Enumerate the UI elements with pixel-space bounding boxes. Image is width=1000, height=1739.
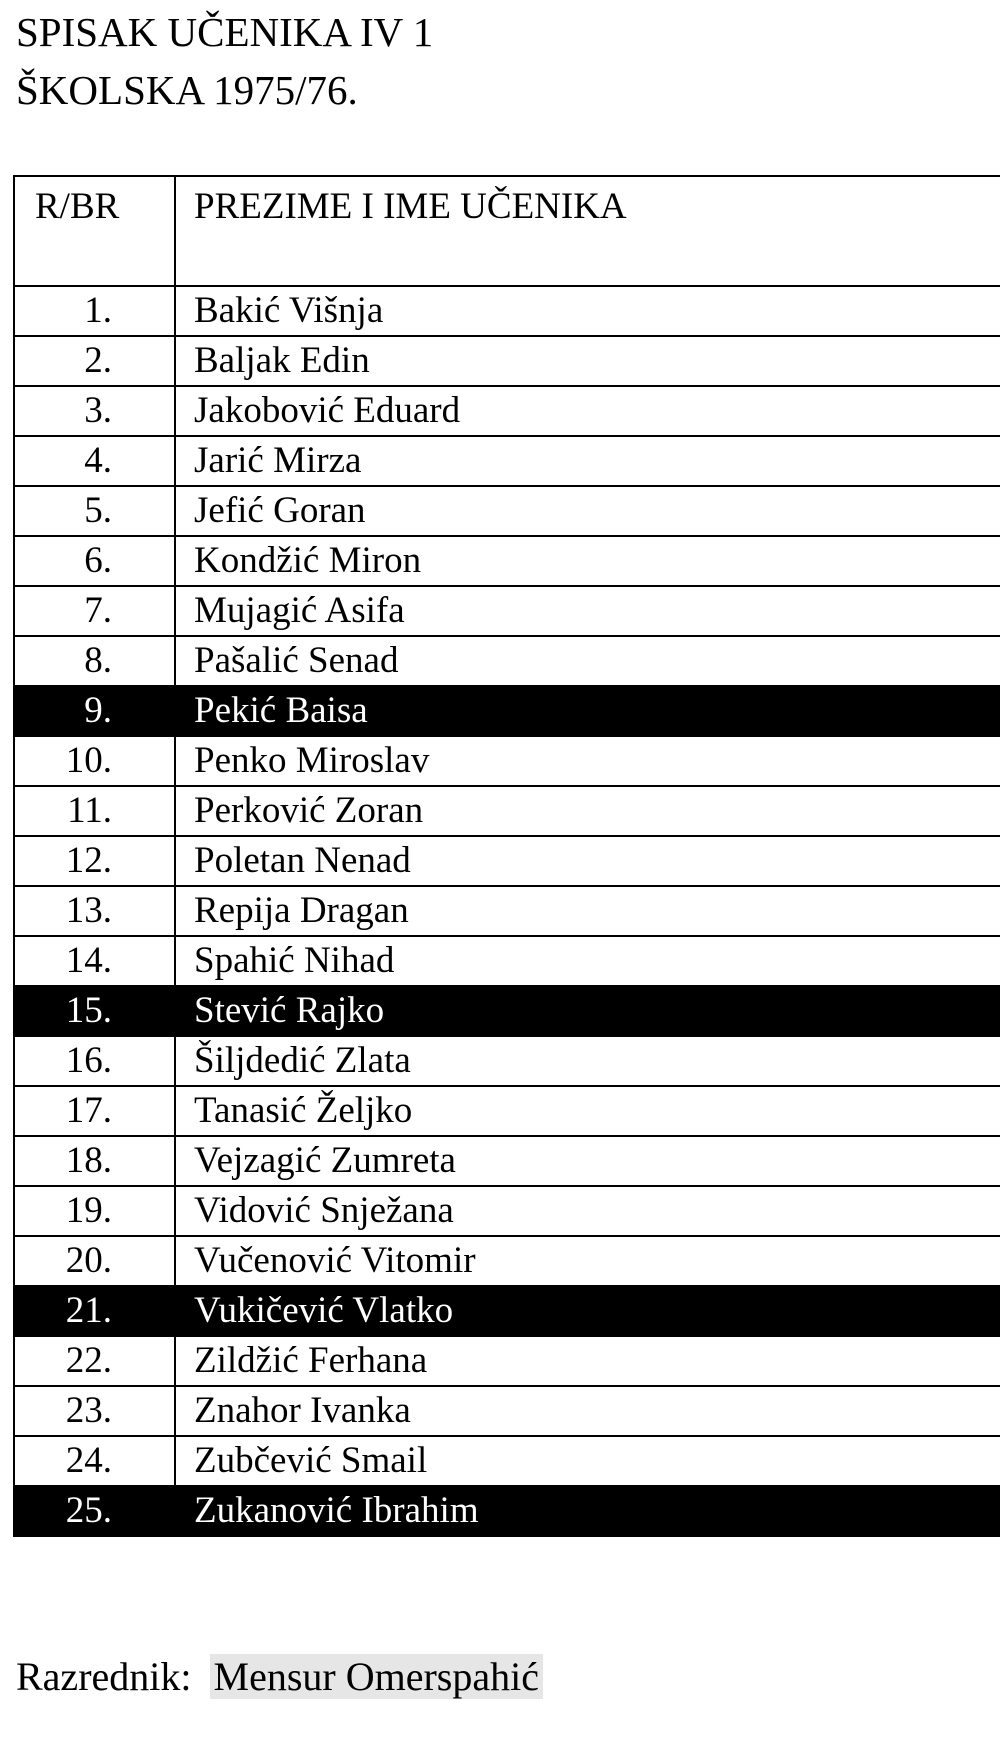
student-name: Jakobović Eduard: [175, 386, 1000, 436]
table-row: [14, 1186, 1000, 1236]
student-table: [13, 175, 1000, 1537]
row-number: 23.: [14, 1386, 175, 1436]
student-name: Penko Miroslav: [175, 736, 1000, 786]
row-number: 11.: [14, 786, 175, 836]
document-title: SPISAK UČENIKA IV 1: [16, 9, 434, 55]
student-name: Pekić Baisa: [175, 686, 1000, 736]
student-name: Jefić Goran: [175, 486, 1000, 536]
row-number: 20.: [14, 1236, 175, 1286]
row-number: 8.: [14, 636, 175, 686]
student-name: Jarić Mirza: [175, 436, 1000, 486]
student-name: Perković Zoran: [175, 786, 1000, 836]
student-name: Vejzagić Zumreta: [175, 1136, 1000, 1186]
student-name: Šiljdedić Zlata: [175, 1036, 1000, 1086]
row-number: 2.: [14, 336, 175, 386]
row-number: 15.: [14, 986, 175, 1036]
row-number: 16.: [14, 1036, 175, 1086]
table-row: [14, 1286, 1000, 1336]
row-number: 13.: [14, 886, 175, 936]
row-number: 7.: [14, 586, 175, 636]
teacher-label: Razrednik:: [16, 1654, 192, 1699]
row-number: 6.: [14, 536, 175, 586]
student-name: Kondžić Miron: [175, 536, 1000, 586]
row-number: 10.: [14, 736, 175, 786]
table-row: [14, 536, 1000, 586]
row-number: 18.: [14, 1136, 175, 1186]
table-row: [14, 986, 1000, 1036]
footer: [16, 1650, 543, 1704]
table-row: [14, 586, 1000, 636]
row-number: 9.: [14, 686, 175, 736]
student-name: Poletan Nenad: [175, 836, 1000, 886]
table-row: [14, 1036, 1000, 1086]
table-row: [14, 886, 1000, 936]
row-number: 21.: [14, 1286, 175, 1336]
student-name: Tanasić Željko: [175, 1086, 1000, 1136]
header-number: R/BR: [14, 176, 175, 286]
table-row: [14, 786, 1000, 836]
table-row: [14, 636, 1000, 686]
table-body: [14, 286, 1000, 1536]
header-name: PREZIME I IME UČENIKA: [175, 176, 1000, 286]
student-name: Zildžić Ferhana: [175, 1336, 1000, 1386]
row-number: 5.: [14, 486, 175, 536]
student-name: Zukanović Ibrahim: [175, 1486, 1000, 1536]
row-number: 19.: [14, 1186, 175, 1236]
row-number: 25.: [14, 1486, 175, 1536]
table-row: [14, 936, 1000, 986]
table-row: [14, 436, 1000, 486]
row-number: 17.: [14, 1086, 175, 1136]
row-number: 4.: [14, 436, 175, 486]
table-row: [14, 336, 1000, 386]
student-name: Pašalić Senad: [175, 636, 1000, 686]
student-name: Stević Rajko: [175, 986, 1000, 1036]
student-name: Vukičević Vlatko: [175, 1286, 1000, 1336]
school-year: ŠKOLSKA 1975/76.: [16, 67, 358, 113]
student-name: Zubčević Smail: [175, 1436, 1000, 1486]
student-name: Baljak Edin: [175, 336, 1000, 386]
row-number: 1.: [14, 286, 175, 336]
row-number: 14.: [14, 936, 175, 986]
table-row: [14, 286, 1000, 336]
table-row: [14, 1486, 1000, 1536]
student-name: Mujagić Asifa: [175, 586, 1000, 636]
student-name: Vidović Snježana: [175, 1186, 1000, 1236]
table-row: [14, 686, 1000, 736]
table-row: [14, 486, 1000, 536]
student-name: Spahić Nihad: [175, 936, 1000, 986]
table-row: [14, 1086, 1000, 1136]
table-row: [14, 836, 1000, 886]
table-row: [14, 386, 1000, 436]
student-name: Vučenović Vitomir: [175, 1236, 1000, 1286]
student-name: Repija Dragan: [175, 886, 1000, 936]
row-number: 24.: [14, 1436, 175, 1486]
row-number: 12.: [14, 836, 175, 886]
student-name: Bakić Višnja: [175, 286, 1000, 336]
table-row: [14, 1436, 1000, 1486]
table-row: [14, 1236, 1000, 1286]
table-row: [14, 736, 1000, 786]
table-header-row: [14, 176, 1000, 286]
table-row: [14, 1386, 1000, 1436]
teacher-name: Mensur Omerspahić: [210, 1654, 543, 1699]
row-number: 3.: [14, 386, 175, 436]
row-number: 22.: [14, 1336, 175, 1386]
table-row: [14, 1336, 1000, 1386]
table-row: [14, 1136, 1000, 1186]
student-name: Znahor Ivanka: [175, 1386, 1000, 1436]
